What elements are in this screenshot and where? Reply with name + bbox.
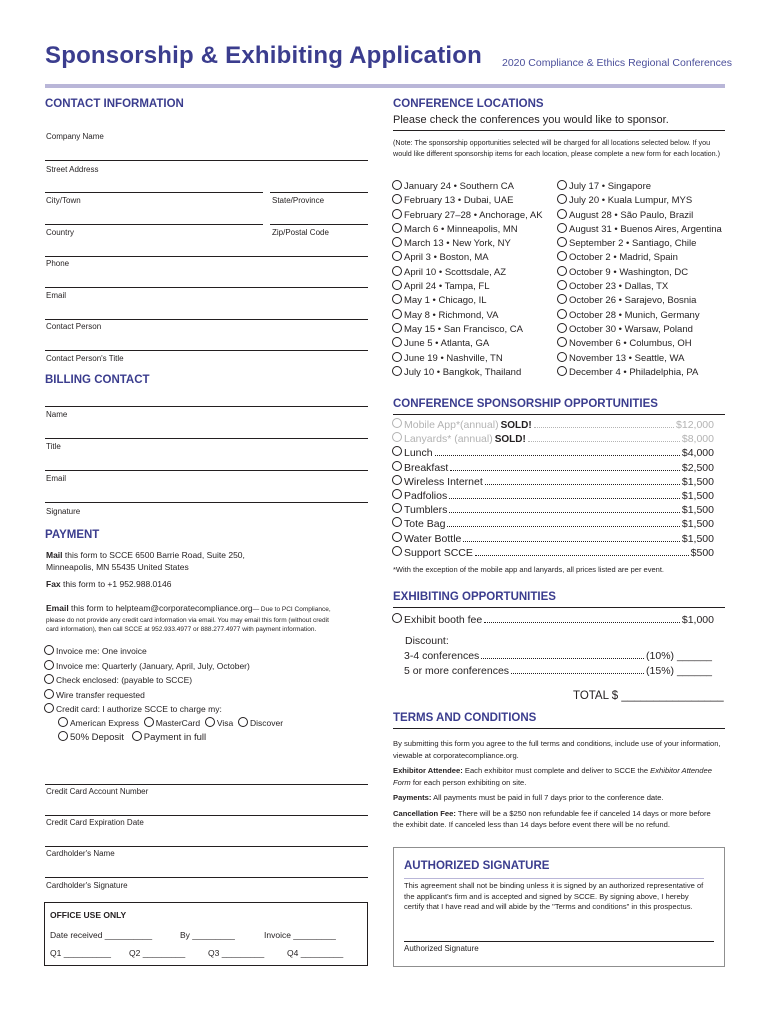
- location-label: July 17 • Singapore: [569, 181, 652, 192]
- sponsorship-item-name: Tumblers: [404, 504, 448, 517]
- leader-dots: [435, 455, 680, 456]
- cardholder-name-field[interactable]: [45, 846, 368, 847]
- sponsorship-item: [392, 418, 714, 432]
- locations-divider: [393, 130, 725, 131]
- radio-circle[interactable]: [392, 546, 402, 556]
- location-label: October 30 • Warsaw, Poland: [569, 323, 693, 335]
- discount-5-plus-label: 5 or more conferences: [404, 665, 510, 677]
- radio-circle[interactable]: [557, 280, 567, 290]
- radio-circle[interactable]: [392, 352, 402, 362]
- radio-circle[interactable]: [557, 366, 567, 376]
- location-option[interactable]: [557, 352, 722, 366]
- terms-divider: [393, 728, 725, 729]
- radio-circle[interactable]: [44, 689, 54, 699]
- billing-divider: [45, 406, 368, 407]
- radio-circle[interactable]: [392, 194, 402, 204]
- email-bold: Email: [46, 603, 69, 613]
- pay-option-check[interactable]: [44, 673, 250, 688]
- page-subtitle: 2020 Compliance & Ethics Regional Conferences: [502, 57, 732, 69]
- location-option[interactable]: [557, 223, 722, 237]
- radio-circle[interactable]: [392, 251, 402, 261]
- leader-dots: [463, 541, 679, 542]
- billing-email-field[interactable]: [45, 502, 368, 503]
- location-label: October 2 • Madrid, Spain: [569, 252, 678, 264]
- card-label: American Express: [70, 718, 139, 728]
- mail-instructions: [46, 549, 366, 573]
- location-option[interactable]: [392, 223, 543, 237]
- terms-body: [393, 738, 723, 831]
- location-option[interactable]: [392, 294, 543, 308]
- city-label: City/Town: [46, 196, 81, 205]
- street-label: Street Address: [46, 165, 99, 174]
- cc-expiration-label: Credit Card Expiration Date: [46, 818, 144, 827]
- radio-circle[interactable]: [44, 645, 54, 655]
- contact-person-label: Contact Person: [46, 322, 102, 331]
- location-option[interactable]: [392, 280, 543, 294]
- radio-circle[interactable]: [557, 194, 567, 204]
- location-option[interactable]: [557, 323, 722, 337]
- sponsorship-item-price: $1,500: [681, 518, 714, 531]
- office-date-received: Date received __________: [50, 930, 153, 940]
- cardholder-signature-label: Cardholder's Signature: [46, 881, 128, 890]
- leader-dots: [534, 427, 674, 428]
- company-field[interactable]: [45, 160, 368, 161]
- radio-circle[interactable]: [144, 717, 154, 727]
- plan-deposit[interactable]: [58, 732, 124, 743]
- leader-dots: [449, 512, 680, 513]
- leader-dots: [511, 673, 644, 674]
- mail-text-2: Minneapolis, MN 55435 United States: [46, 562, 189, 572]
- pay-option-label: Wire transfer requested: [56, 689, 145, 700]
- radio-circle[interactable]: [557, 337, 567, 347]
- discount-3-4: [404, 649, 712, 663]
- card-discover[interactable]: [238, 718, 283, 728]
- billing-name-field[interactable]: [45, 438, 368, 439]
- discount-5-plus-value: (15%) ______: [646, 665, 712, 677]
- location-label: August 28 • São Paulo, Brazil: [569, 209, 694, 221]
- location-label: May 15 • San Francisco, CA: [404, 323, 523, 335]
- cc-account-field[interactable]: [45, 784, 368, 785]
- radio-circle[interactable]: [392, 613, 402, 623]
- authorized-divider: [404, 878, 704, 879]
- radio-circle[interactable]: [557, 223, 567, 233]
- country-label: Country: [46, 228, 75, 237]
- pay-option-invoice-quarterly[interactable]: [44, 659, 250, 674]
- radio-circle[interactable]: [557, 180, 567, 190]
- office-heading: OFFICE USE ONLY: [50, 910, 127, 920]
- radio-circle[interactable]: [557, 237, 567, 247]
- email-instructions: [46, 602, 371, 634]
- location-label: November 13 • Seattle, WA: [569, 352, 685, 364]
- sponsorship-item: [392, 432, 714, 446]
- sponsorship-item[interactable]: [392, 475, 714, 489]
- radio-circle[interactable]: [557, 323, 567, 333]
- sponsorship-item-price: $1,500: [681, 504, 714, 517]
- location-label: June 19 • Nashville, TN: [404, 352, 503, 364]
- card-label: Discover: [249, 718, 284, 728]
- location-label: March 13 • New York, NY: [404, 238, 511, 250]
- sponsorship-item[interactable]: [392, 546, 714, 560]
- radio-circle[interactable]: [392, 475, 402, 485]
- location-option[interactable]: [392, 251, 543, 265]
- office-q3: Q3 _________: [208, 948, 265, 958]
- terms-p3-bold: Payments:: [393, 793, 432, 802]
- radio-circle[interactable]: [392, 446, 402, 456]
- location-label: August 31 • Buenos Aires, Argentina: [569, 223, 722, 235]
- location-label: April 24 • Tampa, FL: [404, 281, 490, 293]
- location-option[interactable]: [392, 323, 543, 337]
- card-mastercard[interactable]: [144, 718, 200, 728]
- billing-heading: BILLING CONTACT: [45, 374, 150, 386]
- authorized-text: This agreement shall not be binding unless it is signed by an authorized representative of the applicant's firm and is accepted and signed by SCCE. By signing above, I hereby certify that I have read and will abide by the "Terms and conditions" in this prospectus.: [404, 881, 704, 911]
- terms-p3-text: All payments must be paid in full 7 days prior to the conference date.: [431, 793, 664, 802]
- pay-option-invoice-one[interactable]: [44, 644, 250, 659]
- plan-label: Payment in full: [143, 732, 207, 743]
- location-option[interactable]: [392, 337, 543, 351]
- sponsorship-item[interactable]: [392, 517, 714, 531]
- radio-circle[interactable]: [392, 237, 402, 247]
- pay-option-wire[interactable]: [44, 688, 250, 703]
- location-label: July 20 • Kuala Lumpur, MYS: [569, 195, 693, 207]
- sponsorship-item-price: $4,000: [681, 447, 714, 460]
- discount-3-4-label: 3-4 conferences: [404, 650, 480, 662]
- radio-circle[interactable]: [392, 309, 402, 319]
- leader-dots: [528, 441, 680, 442]
- contact-heading: CONTACT INFORMATION: [45, 98, 184, 110]
- card-options: [58, 716, 283, 731]
- radio-circle[interactable]: [392, 294, 402, 304]
- email-note-2: please do not provide any credit card information via email. You may email this form (without credit: [46, 617, 329, 624]
- office-q2: Q2 _________: [129, 948, 186, 958]
- exhibiting-divider: [393, 607, 725, 608]
- billing-title-field[interactable]: [45, 470, 368, 471]
- plan-options: [58, 731, 206, 746]
- radio-circle[interactable]: [392, 461, 402, 471]
- location-label: January 24 • Southern CA: [404, 181, 515, 192]
- location-option[interactable]: [557, 180, 722, 194]
- location-option[interactable]: [392, 366, 543, 380]
- location-label: February 13 • Dubai, UAE: [404, 195, 514, 207]
- sponsorship-item-name: Wireless Internet: [404, 475, 483, 488]
- cc-account-label: Credit Card Account Number: [46, 787, 149, 796]
- phone-field[interactable]: [45, 287, 368, 288]
- radio-circle[interactable]: [392, 323, 402, 333]
- plan-label: 50% Deposit: [70, 732, 124, 743]
- phone-label: Phone: [46, 259, 70, 268]
- sponsorship-item-price: $1,500: [681, 475, 714, 488]
- radio-circle[interactable]: [392, 503, 402, 513]
- pay-option-label: Invoice me: Quarterly (January, April, July, October): [56, 660, 250, 671]
- discount-3-4-value: (10%) ______: [646, 650, 712, 662]
- sponsorship-item-price: $1,500: [681, 532, 714, 545]
- mail-bold: Mail: [46, 550, 63, 560]
- terms-p4-bold: Cancellation Fee:: [393, 808, 456, 818]
- leader-dots: [485, 484, 680, 485]
- sold-badge: SOLD!: [500, 420, 532, 431]
- radio-circle[interactable]: [44, 674, 54, 684]
- sponsorship-heading: CONFERENCE SPONSORSHIP OPPORTUNITIES: [393, 398, 658, 410]
- radio-circle[interactable]: [238, 717, 248, 727]
- radio-circle[interactable]: [392, 489, 402, 499]
- contact-person-field[interactable]: [45, 350, 368, 351]
- radio-circle[interactable]: [392, 180, 402, 190]
- pay-option-label: Check enclosed: (payable to SCCE): [56, 675, 193, 685]
- radio-circle[interactable]: [392, 532, 402, 542]
- sponsorship-item-name: Padfolios: [404, 489, 448, 502]
- radio-circle[interactable]: [58, 717, 68, 727]
- office-q4: Q4 _________: [287, 948, 344, 958]
- radio-circle[interactable]: [557, 266, 567, 276]
- pay-option-label: Credit card: I authorize SCCE to charge my:: [56, 704, 222, 714]
- authorized-signature-box: [393, 847, 725, 967]
- location-label: December 4 • Philadelphia, PA: [569, 366, 699, 378]
- pay-option-credit[interactable]: [44, 702, 250, 717]
- location-label: May 1 • Chicago, IL: [404, 295, 487, 307]
- location-option[interactable]: [392, 266, 543, 280]
- authorized-signature-label: Authorized Signature: [404, 944, 479, 953]
- fax-bold: Fax: [46, 579, 61, 589]
- card-visa[interactable]: [205, 718, 233, 728]
- country-zip-field[interactable]: [45, 256, 368, 257]
- billing-title-label: Title: [46, 442, 61, 451]
- radio-circle: [392, 418, 402, 428]
- location-option[interactable]: [557, 194, 722, 208]
- sponsorship-item-name: Support SCCE: [404, 546, 473, 559]
- office-q1: Q1 __________: [50, 948, 111, 958]
- cardholder-signature-field[interactable]: [45, 877, 368, 878]
- sponsorship-divider: [393, 414, 725, 415]
- sponsorship-item-name: Tote Bag: [404, 518, 446, 531]
- exhibit-booth-option[interactable]: [392, 613, 714, 627]
- leader-dots: [449, 498, 680, 499]
- street-field-2[interactable]: [270, 192, 368, 193]
- sponsorship-item-price: $1,500: [681, 489, 714, 502]
- sponsorship-item-name: Water Bottle: [404, 532, 462, 545]
- email-note: — Due to PCI Compliance,: [252, 606, 331, 613]
- company-label: Company Name: [46, 132, 104, 141]
- radio-circle[interactable]: [44, 660, 54, 670]
- location-option[interactable]: [557, 366, 722, 380]
- sponsorship-item-name: Mobile App*(annual): [404, 419, 499, 431]
- terms-p3: [393, 792, 723, 804]
- state-label: State/Province: [272, 196, 325, 205]
- terms-heading: TERMS AND CONDITIONS: [393, 712, 537, 724]
- authorized-heading: AUTHORIZED SIGNATURE: [404, 860, 550, 872]
- billing-signature-label: Signature: [46, 507, 81, 516]
- leader-dots: [481, 658, 644, 659]
- sponsorship-item[interactable]: [392, 446, 714, 460]
- radio-circle[interactable]: [392, 517, 402, 527]
- location-option[interactable]: [392, 309, 543, 323]
- exhibiting-heading: EXHIBITING OPPORTUNITIES: [393, 591, 556, 603]
- location-label: April 3 • Boston, MA: [404, 252, 489, 264]
- card-amex[interactable]: [58, 718, 139, 728]
- leader-dots: [475, 555, 689, 556]
- office-use-box: [44, 902, 368, 966]
- street-field[interactable]: [45, 192, 263, 193]
- payment-heading: PAYMENT: [45, 529, 100, 541]
- location-option[interactable]: [392, 194, 543, 208]
- locations-right-list: [557, 180, 722, 380]
- billing-email-label: Email: [46, 474, 67, 483]
- email-label: Email: [46, 291, 67, 300]
- email-field[interactable]: [45, 319, 368, 320]
- location-option[interactable]: [392, 352, 543, 366]
- radio-circle[interactable]: [392, 337, 402, 347]
- location-label: October 23 • Dallas, TX: [569, 281, 669, 293]
- sponsorship-footnote: *With the exception of the mobile app and lanyards, all prices listed are per event.: [393, 565, 664, 574]
- location-label: February 27–28 • Anchorage, AK: [404, 209, 543, 221]
- radio-circle[interactable]: [392, 266, 402, 276]
- terms-p2: [393, 765, 723, 788]
- location-option[interactable]: [557, 280, 722, 294]
- location-label: September 2 • Santiago, Chile: [569, 238, 697, 250]
- radio-circle[interactable]: [58, 731, 68, 741]
- sponsorship-item-price: $12,000: [676, 419, 714, 431]
- sponsorship-item[interactable]: [392, 489, 714, 503]
- terms-p2-italic: Exhibitor Attendee Form: [393, 766, 712, 787]
- radio-circle[interactable]: [557, 251, 567, 261]
- location-option[interactable]: [557, 237, 722, 251]
- location-label: October 28 • Munich, Germany: [569, 309, 700, 321]
- location-option[interactable]: [557, 309, 722, 323]
- location-option[interactable]: [557, 294, 722, 308]
- sponsorship-item-price: $8,000: [681, 433, 714, 446]
- location-option[interactable]: [557, 337, 722, 351]
- sponsorship-item[interactable]: [392, 532, 714, 546]
- cc-expiration-field[interactable]: [45, 815, 368, 816]
- discount-5-plus: [404, 664, 712, 678]
- email-note-3: card information), then call SCCE at 952.933.4977 or 888.277.4977 with payment information.: [46, 626, 317, 633]
- sponsorship-item-name: Lanyards* (annual): [404, 433, 493, 446]
- location-option[interactable]: [392, 237, 543, 251]
- location-label: October 9 • Washington, DC: [569, 266, 689, 278]
- contact-title-label: Contact Person's Title: [46, 354, 124, 363]
- radio-circle[interactable]: [392, 280, 402, 290]
- leader-dots: [484, 622, 680, 623]
- location-option[interactable]: [392, 180, 543, 194]
- sponsorship-item-name: Breakfast: [404, 461, 449, 474]
- card-label: MasterCard: [155, 718, 201, 728]
- terms-p1: By submitting this form you agree to the full terms and conditions, include use of your information, viewable at corporatecompliance.org.: [393, 739, 721, 760]
- radio-circle: [392, 432, 402, 442]
- fax-instructions: [46, 578, 171, 590]
- radio-circle[interactable]: [44, 703, 54, 713]
- sponsorship-item-price: $2,500: [681, 461, 714, 474]
- location-label: October 26 • Sarajevo, Bosnia: [569, 295, 697, 307]
- terms-p2-text: Each exhibitor must complete and deliver to SCCE the: [462, 766, 651, 775]
- page-title: Sponsorship & Exhibiting Application: [45, 42, 482, 69]
- location-option[interactable]: [392, 209, 543, 223]
- pay-option-label: Invoice me: One invoice: [56, 646, 147, 656]
- radio-circle[interactable]: [392, 223, 402, 233]
- location-label: July 10 • Bangkok, Thailand: [404, 366, 522, 378]
- state-field[interactable]: [270, 224, 368, 225]
- radio-circle[interactable]: [557, 352, 567, 362]
- authorized-signature-field[interactable]: [404, 941, 714, 942]
- total-field[interactable]: TOTAL $ ________________: [573, 690, 724, 702]
- mail-text: this form to SCCE 6500 Barrie Road, Suite 250,: [62, 550, 245, 560]
- header-divider: [45, 84, 725, 88]
- exhibit-booth-price: $1,000: [681, 614, 714, 626]
- location-label: May 8 • Richmond, VA: [404, 309, 499, 321]
- locations-heading: CONFERENCE LOCATIONS: [393, 98, 544, 110]
- office-invoice: Invoice _________: [264, 930, 336, 940]
- radio-circle[interactable]: [557, 209, 567, 219]
- fax-text: this form to +1 952.988.0146: [60, 579, 172, 589]
- email-text: this form to helpteam@corporatecompliance.org: [68, 603, 253, 613]
- city-field[interactable]: [45, 224, 263, 225]
- leader-dots: [450, 470, 680, 471]
- sponsorship-item-name: Lunch: [404, 447, 433, 460]
- location-label: March 6 • Minneapolis, MN: [404, 223, 518, 235]
- payment-options: [44, 644, 250, 717]
- terms-p2-end: for each person exhibiting on site.: [410, 777, 527, 787]
- location-label: June 5 • Atlanta, GA: [404, 338, 490, 350]
- plan-full[interactable]: [132, 732, 206, 743]
- locations-note: (Note: The sponsorship opportunities selected will be charged for all locations selected below. If you would like different sponsorship items for each location, please complete a new form for each location.): [393, 138, 721, 158]
- location-option[interactable]: [557, 251, 722, 265]
- radio-circle[interactable]: [392, 366, 402, 376]
- location-label: November 6 • Columbus, OH: [569, 338, 692, 350]
- location-label: April 10 • Scottsdale, AZ: [404, 266, 507, 278]
- zip-label: Zip/Postal Code: [272, 228, 329, 237]
- locations-prompt: Please check the conferences you would like to sponsor.: [393, 114, 669, 126]
- sponsorship-item-price: $500: [690, 546, 714, 559]
- sponsorship-list: [392, 418, 714, 560]
- locations-left-list: [392, 180, 543, 380]
- radio-circle[interactable]: [392, 209, 402, 219]
- office-by: By _________: [180, 930, 235, 940]
- discount-label: Discount:: [405, 635, 449, 647]
- radio-circle[interactable]: [205, 717, 215, 727]
- radio-circle[interactable]: [557, 294, 567, 304]
- location-option[interactable]: [557, 266, 722, 280]
- exhibit-booth-label: Exhibit booth fee: [404, 614, 483, 626]
- card-label: Visa: [216, 718, 234, 728]
- billing-name-label: Name: [46, 410, 68, 419]
- radio-circle[interactable]: [132, 731, 142, 741]
- sponsorship-item[interactable]: [392, 461, 714, 475]
- location-option[interactable]: [557, 209, 722, 223]
- cardholder-name-label: Cardholder's Name: [46, 849, 115, 858]
- terms-p2-bold: Exhibitor Attendee:: [393, 766, 463, 775]
- radio-circle[interactable]: [557, 309, 567, 319]
- terms-p4: [393, 808, 723, 831]
- sponsorship-item[interactable]: [392, 503, 714, 517]
- terms-p4-text: There will be a $250 non refundable fee if canceled 14 days or more before the exhibit date. If canceled less than 14 days before event there will be no refund.: [393, 808, 711, 829]
- sold-badge: SOLD!: [494, 434, 526, 446]
- leader-dots: [447, 526, 679, 527]
